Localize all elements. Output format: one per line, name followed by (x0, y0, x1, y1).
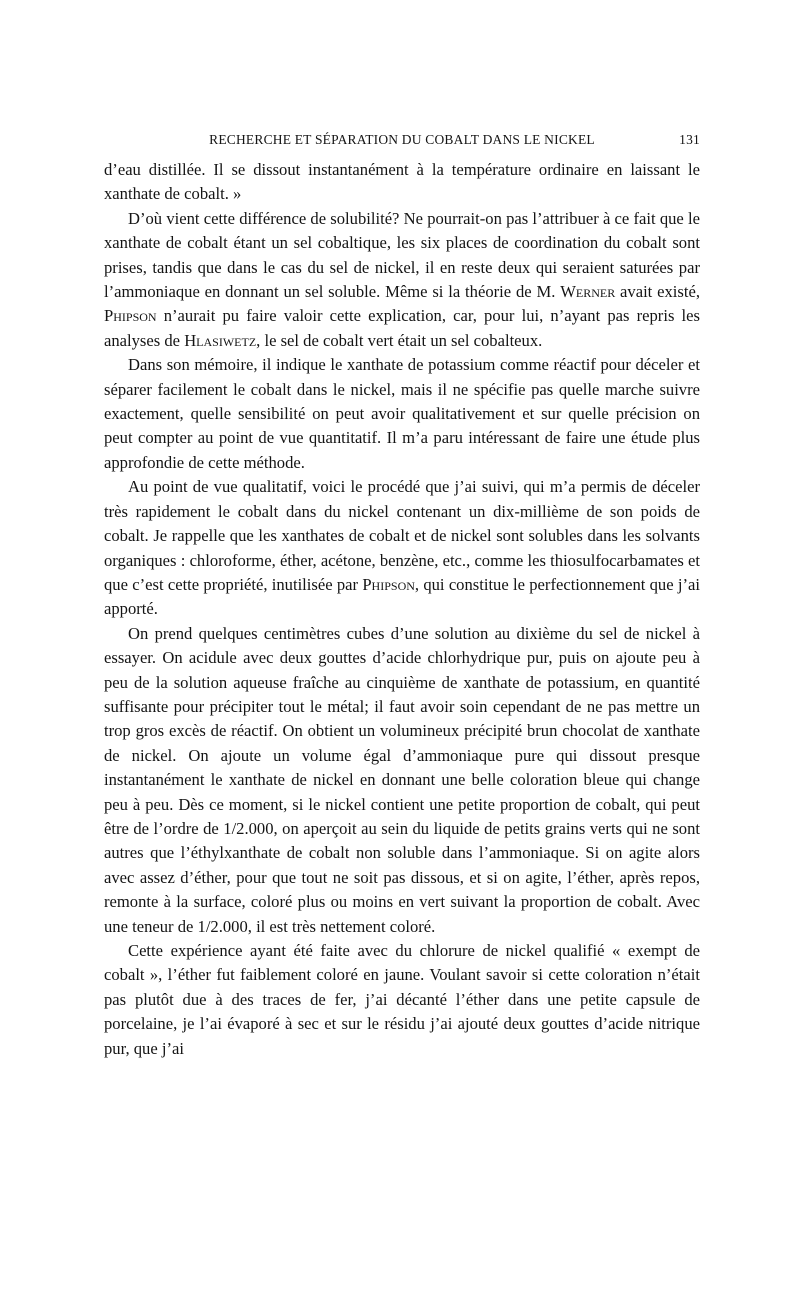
book-page (104, 128, 700, 1061)
paragraph-qualitative (104, 475, 700, 621)
author-name-phipson: Phipson (104, 306, 157, 326)
running-header (104, 128, 700, 150)
author-name-phipson: Phipson (362, 574, 415, 594)
paragraph-memoir: Dans son mémoire, il indique le xanthate de potassium comme réactif pour déceler et séparer facilement le cobalt dans le nickel, mais il ne spécifie pas quelle marche suivre exactement, quelle sensibilité on peut avoir qualitativement et sur quelle précision on peut compter au point de vue quantitatif. Il m’a paru intéressant de faire une étude plus approfondie de cette méthode. (104, 355, 700, 472)
page-number: 131 (679, 132, 700, 147)
paragraph-solubility (104, 207, 700, 353)
paragraph-text: , le sel de cobalt vert était un sel cobalteux. (256, 330, 543, 350)
body-text (104, 158, 700, 1061)
running-title: RECHERCHE ET SÉPARATION DU COBALT DANS LE NICKEL (209, 132, 595, 147)
paragraph-text: D’où vient cette différence de solubilité? Ne pourrait-on pas l’attribuer à ce fait que le xanthate de cobalt étant un sel cobaltique, les six places de coordination du cobalt sont prises, tandis que dans le cas du sel de nickel, il en reste deux qui seraient saturées par l’ammoniaque en donnant un sel soluble. Même si la théorie de M. (104, 208, 700, 302)
paragraph-text: Au point de vue qualitatif, voici le procédé que j’ai suivi, qui m’a permis de déceler très rapidement le cobalt dans du nickel contenant un dix-millième de son poids de cobalt. Je rappelle que les xanthates de cobalt et de nickel sont solubles dans les solvants organiques : chloroforme, éther, acétone, benzène, etc., comme les thiosulfocarbamates et que c’est cette propriété, inutilisée par (104, 477, 700, 594)
author-name-hlasiwetz: Hlasiwetz (184, 330, 257, 350)
author-name-werner: Werner (560, 282, 616, 302)
paragraph-experiment: Cette expérience ayant été faite avec du chlorure de nickel qualifié « exempt de cobalt », l’éther fut faiblement coloré en jaune. Voulant savoir si cette coloration n’était pas plutôt due à des traces de fer, j’ai décanté l’éther dans une petite capsule de porcelaine, je l’ai évaporé à sec et sur le résidu j’ai ajouté deux gouttes d’acide nitrique pur, que j’ai (104, 941, 700, 1058)
paragraph-procedure: On prend quelques centimètres cubes d’une solution au dixième du sel de nickel à essayer. On acidule avec deux gouttes d’acide chlorhydrique pur, puis on ajoute peu à peu de la solution aqueuse fraîche au cinquième de xanthate de potassium, en quantité suffisante pour précipiter tout le métal; il faut avoir soin cependant de ne pas mettre un trop gros excès de réactif. On obtient un volumineux précipité brun chocolat de xanthate de nickel. On ajoute un volume égal d’ammoniaque pure qui dissout presque instantanément le xanthate de nickel en donnant une belle coloration bleue qui change peu à peu. Dès ce moment, si le nickel contient une petite proportion de cobalt, qui peut être de l’ordre de 1/2.000, on aperçoit au sein du liquide de petits grains verts qui ne sont autres que l’éthylxanthate de cobalt non soluble dans l’ammoniaque. Si on agite alors avec assez d’éther, pour que tout ne soit pas dissous, et si on agite, l’éther, après repos, remonte à la surface, coloré plus ou moins en vert suivant la proportion de cobalt. Avec une teneur de 1/2.000, il est très nettement coloré. (104, 623, 700, 936)
paragraph-text: , qui constitue le perfectionnement que j’ai apporté. (104, 574, 700, 619)
paragraph-text: n’aurait pu faire valoir cette explication, car, pour lui, n’ayant pas repris les analyses de (104, 306, 700, 350)
paragraph-text: avait existé, (615, 282, 700, 302)
paragraph-continuation: d’eau distillée. Il se dissout instantanément à la température ordinaire en laissant le xanthate de cobalt. » (104, 160, 700, 204)
